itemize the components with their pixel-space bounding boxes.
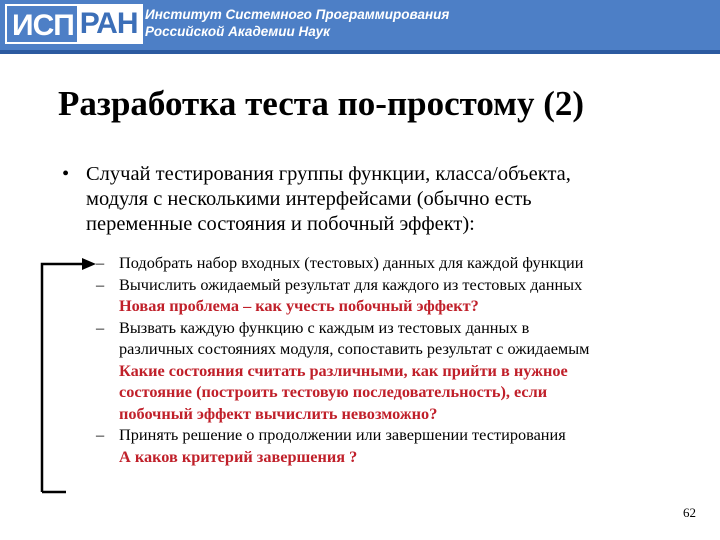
bullet-icon: • — [62, 163, 70, 185]
bullet-line: переменные состояния и побочный эффект): — [86, 213, 475, 235]
bullet-text — [86, 162, 716, 237]
sub-line: Вычислить ожидаемый результат для каждого из тестовых данных — [119, 274, 583, 294]
highlight-line: А каков критерий завершения ? — [119, 446, 358, 466]
highlight-line: Новая проблема – как учесть побочный эффект? — [119, 296, 479, 315]
dash-icon: – — [96, 317, 105, 337]
sub-line: различных состояниях модуля, сопоставить результат с ожидаемым — [119, 339, 590, 358]
highlight-line: побочный эффект вычислить невозможно? — [119, 403, 438, 423]
institute-line-2: Российской Академии Наук — [145, 24, 330, 39]
sub-line: Принять решение о продолжении или завершении тестирования — [119, 425, 566, 444]
dash-icon: – — [96, 425, 105, 444]
sub-line: Вызвать каждую функцию с каждым из тестовых данных в — [119, 317, 530, 337]
logo-left-text: ИСП — [5, 4, 77, 44]
list-item — [96, 424, 719, 467]
bullet-line: Случай тестирования группы функции, класса/объекта, — [86, 163, 571, 185]
sub-line: Подобрать набор входных (тестовых) данных для каждой функции — [119, 253, 584, 272]
loop-arrow-icon — [40, 258, 96, 494]
highlight-line: Какие состояния считать различными, как прийти в нужное — [119, 360, 568, 380]
dash-icon: – — [96, 274, 105, 294]
highlight-line: состояние (построить тестовую последовательность), если — [119, 382, 548, 401]
slide-title: Разработка теста по-простому (2) — [58, 84, 585, 123]
dash-icon: – — [96, 253, 105, 272]
header-divider — [0, 50, 720, 54]
ispras-logo — [5, 4, 143, 44]
institute-name — [145, 6, 449, 40]
bullet-line: модуля с несколькими интерфейсами (обычно есть — [86, 188, 532, 210]
list-item — [96, 252, 719, 274]
list-item — [96, 317, 719, 425]
sub-list — [96, 252, 719, 467]
institute-line-1: Институт Системного Программирования — [145, 7, 450, 22]
page-number: 62 — [683, 505, 696, 520]
logo-right-text: РАН — [77, 4, 143, 44]
list-item — [96, 274, 719, 317]
